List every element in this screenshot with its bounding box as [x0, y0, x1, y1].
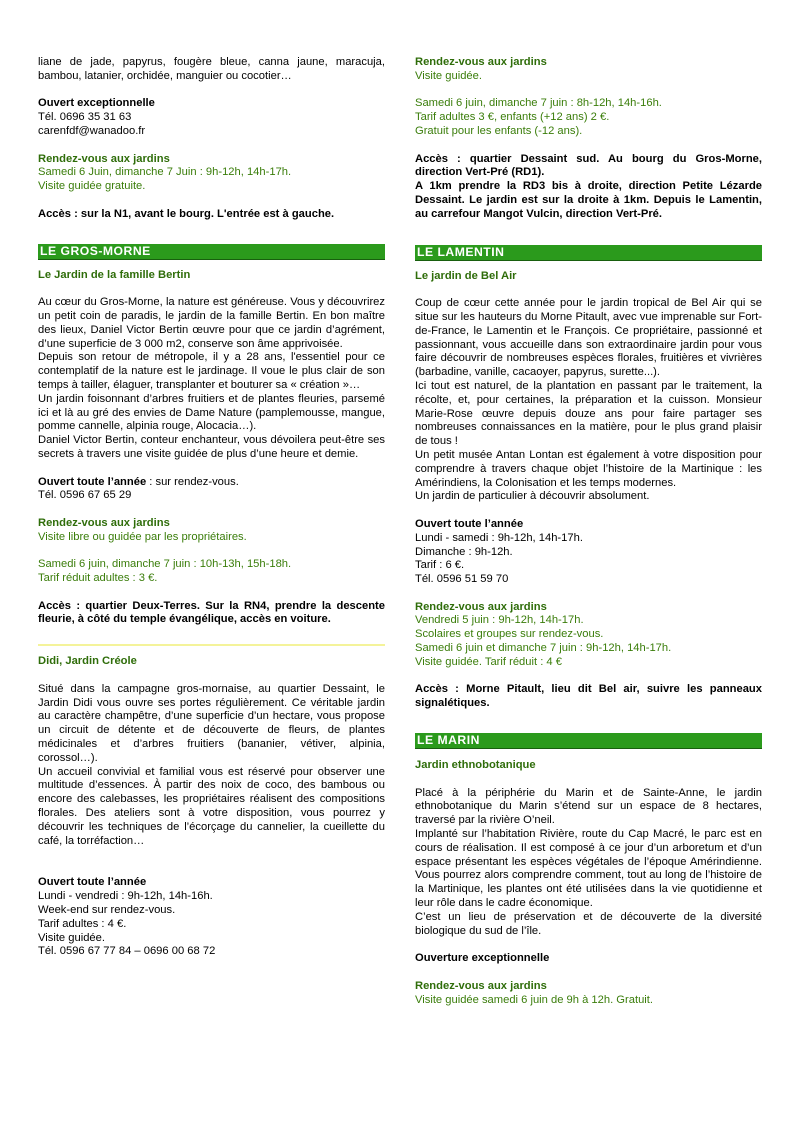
ethno-paragraph-3: C’est un lieu de préservation et de découverte de la diversité biologique du sud de l’île. — [415, 910, 762, 937]
didi-paragraph-2: Un accueil convivial et familial vous est réservé pour observer une multitude d’essences. À partir des noix de coco, des bambous ou encore des calebasses, les propriétaires réalisent des compositions florales. Des ateliers sont à votre disposition, vous pourrez y découvrir les techniques de l’écorçage du cannelier, la cueillette du café, la torréfaction… — [38, 765, 385, 847]
bertin-paragraph-2: Depuis son retour de métropole, il y a 28 ans, l'essentiel pour ce contemplatif de la nature est le jardinage. Il voue le plus clair de son temps à tailler, élaguer, transplanter et bouturer sa « création »… — [38, 351, 385, 391]
belair-access: Accès : Morne Pitault, lieu dit Bel air, suivre les panneaux signalétiques. — [415, 683, 762, 710]
didi-hours: Lundi - vendredi : 9h-12h, 14h-16h. — [38, 890, 213, 903]
rdv-dates: Samedi 6 Juin, dimanche 7 Juin : 9h-12h, 14h-17h. — [38, 166, 292, 179]
belair-sunday: Dimanche : 9h-12h. — [415, 545, 513, 558]
bertin-open-value: : sur rendez-vous. — [146, 475, 239, 488]
garden-title-belair: Le jardin de Bel Air — [415, 269, 517, 282]
didi-rdv-price: Tarif adultes 3 €, enfants (+12 ans) 2 €. — [415, 111, 610, 124]
didi-access-1: Accès : quartier Dessaint sud. Au bourg du Gros-Morne, direction Vert-Pré (RD1). — [415, 152, 762, 179]
didi-guided: Visite guidée. — [38, 931, 105, 944]
ethno-rdv-heading: Rendez-vous aux jardins — [415, 979, 547, 992]
bertin-rdv-price: Tarif réduit adultes : 3 €. — [38, 572, 158, 585]
bertin-rdv-heading: Rendez-vous aux jardins — [38, 516, 170, 529]
right-column — [415, 56, 762, 1007]
section-header-gros-morne: LE GROS-MORNE — [38, 244, 385, 260]
section-header-lamentin: LE LAMENTIN — [415, 245, 762, 261]
didi-rdv-free: Gratuit pour les enfants (-12 ans). — [415, 124, 583, 137]
ethno-open-label: Ouverture exceptionnelle — [415, 952, 550, 965]
didi-phone: Tél. 0596 67 77 84 – 0696 00 68 72 — [38, 945, 216, 958]
intro-text: liane de jade, papyrus, fougère bleue, canna jaune, maracuja, bambou, latanier, orchidée, manguier ou cocotier… — [38, 56, 385, 82]
bertin-phone: Tél. 0596 67 65 29 — [38, 489, 132, 502]
bertin-rdv-dates: Samedi 6 juin, dimanche 7 juin : 10h-13h, 15h-18h. — [38, 558, 292, 571]
open-exceptional-label: Ouvert exceptionnelle — [38, 97, 155, 110]
garden-title-ethno: Jardin ethnobotanique — [415, 759, 536, 772]
belair-rdv-2: Scolaires et groupes sur rendez-vous. — [415, 628, 604, 641]
email-address: carenfdf@wanadoo.fr — [38, 124, 146, 137]
didi-rdv-dates: Samedi 6 juin, dimanche 7 juin : 8h-12h, 14h-16h. — [415, 97, 662, 110]
bertin-paragraph-4: Daniel Victor Bertin, conteur enchanteur, vous dévoilera peut-être ses secrets à travers une visite guidée de plus d’une heure et demie. — [38, 434, 385, 460]
bertin-access: Accès : quartier Deux-Terres. Sur la RN4, prendre la descente fleurie, à côté du temple évangélique, accès en voiture. — [38, 599, 385, 626]
belair-rdv-1: Vendredi 5 juin : 9h-12h, 14h-17h. — [415, 614, 584, 627]
bertin-paragraph-3: Un jardin foisonnant d’arbres fruitiers et de plantes fleuries, parsemé ici et là au gré des envies de Dame Nature (pamplemousse, mangue, pomme cannelle, alpinia rouge, Alocacia…). — [38, 392, 385, 433]
belair-rdv-3: Samedi 6 juin et dimanche 7 juin : 9h-12h, 14h-17h. — [415, 642, 672, 655]
ethno-paragraph-2: Implanté sur l’habitation Rivière, route du Cap Macré, le parc est en cours de réalisation. Il est composé à ce jour d’un arboretum et d’un espace présentant les espèces végétales de l’époque Amérindienne. Vous pourrez alors comprendre comment, tout au long de l’histoire de la Martinique, les plantes ont été utilisées dans la vie quotidienne et leur rôle dans le cadre économique. — [415, 828, 762, 910]
left-column — [38, 56, 385, 959]
didi-rdv-line: Visite guidée. — [415, 69, 482, 82]
didi-paragraph-1: Situé dans la campagne gros-mornaise, au quartier Dessaint, le Jardin Didi vous ouvre ses portes régulièrement. Ce véritable jardin au caractère champêtre, d’une superficie d’un hectare, vous propose un circuit de détente et de découverte de fleurs, de plantes médicinales et d’arbres fruitiers (bananier, vétiver, alpinia, corossol…). — [38, 682, 385, 764]
belair-price: Tarif : 6 €. — [415, 559, 465, 572]
belair-open-label: Ouvert toute l’année — [415, 517, 524, 530]
belair-phone: Tél. 0596 51 59 70 — [415, 573, 509, 586]
didi-access-2: A 1km prendre la RD3 bis à droite, direction Petite Lézarde Dessaint. Le jardin est sur la droite à 1km. Depuis le Lamentin, au carrefour Mangot Vulcin, direction Vert-Pré. — [415, 180, 762, 220]
ethno-rdv: Visite guidée samedi 6 juin de 9h à 12h. Gratuit. — [415, 993, 653, 1006]
garden-title-didi: Didi, Jardin Créole — [38, 655, 137, 668]
belair-rdv-4: Visite guidée. Tarif réduit : 4 € — [415, 655, 562, 668]
belair-rdv-heading: Rendez-vous aux jardins — [415, 600, 547, 613]
belair-paragraph-2: Ici tout est naturel, de la plantation en passant par le traitement, la récolte, et, pour certaines, la préparation et la cuisson. Monsieur Marie-Rose œuvre depuis douze ans pour faire partager ses nombreuses connaissances en la matière, pour le plus grand plaisir de tous ! — [415, 379, 762, 448]
bertin-rdv-desc: Visite libre ou guidée par les propriétaires. — [38, 530, 247, 543]
garden-title-bertin: Le Jardin de la famille Bertin — [38, 268, 191, 281]
access-info: Accès : sur la N1, avant le bourg. L'entrée est à gauche. — [38, 207, 335, 220]
belair-paragraph-3: Un petit musée Antan Lontan est également à votre disposition pour comprendre à travers chaque objet l’histoire de la Martinique : les Amérindiens, la Colonisation et les temps modernes. — [415, 448, 762, 489]
didi-price: Tarif adultes : 4 €. — [38, 917, 127, 930]
didi-rdv-heading: Rendez-vous aux jardins — [415, 56, 547, 68]
rdv-heading: Rendez-vous aux jardins — [38, 152, 170, 165]
didi-open-label: Ouvert toute l’année — [38, 876, 147, 889]
belair-paragraph-4: Un jardin de particulier à découvrir absolument. — [415, 490, 650, 503]
bertin-opening — [38, 476, 385, 490]
belair-hours: Lundi - samedi : 9h-12h, 14h-17h. — [415, 531, 583, 544]
didi-weekend: Week-end sur rendez-vous. — [38, 904, 176, 917]
bertin-open-label: Ouvert toute l’année — [38, 475, 147, 488]
section-header-marin: LE MARIN — [415, 733, 762, 749]
bertin-paragraph-1: Au cœur du Gros-Morne, la nature est généreuse. Vous y découvrirez un petit coin de paradis, le jardin de la famille Bertin. En bon maître des lieux, Daniel Victor Bertin œuvre pour que ce jardin d’agrément, d’une superficie de 3 000 m2, conserve son âme apprivoisée. — [38, 296, 385, 350]
rdv-detail: Visite guidée gratuite. — [38, 180, 146, 193]
phone-number: Tél. 0696 35 31 63 — [38, 111, 132, 124]
ethno-paragraph-1: Placé à la périphérie du Marin et de Sainte-Anne, le jardin ethnobotanique du Marin s’étend sur un espace de 8 hectares, traversé par la rivière O’neil. — [415, 786, 762, 827]
belair-paragraph-1: Coup de cœur cette année pour le jardin tropical de Bel Air qui se situe sur les hauteurs du Morne Pitault, avec vue imprenable sur Fort-de-France, le Lamentin et le François. Ce propriétaire, passionné et passionnant, vous accueille dans son extraordinaire jardin pour vous faire découvrir de nombreuses espèces florales, fruitières et vivrières (barbadine, vanille, cacaoyer, papyrus, surette...). — [415, 297, 762, 379]
